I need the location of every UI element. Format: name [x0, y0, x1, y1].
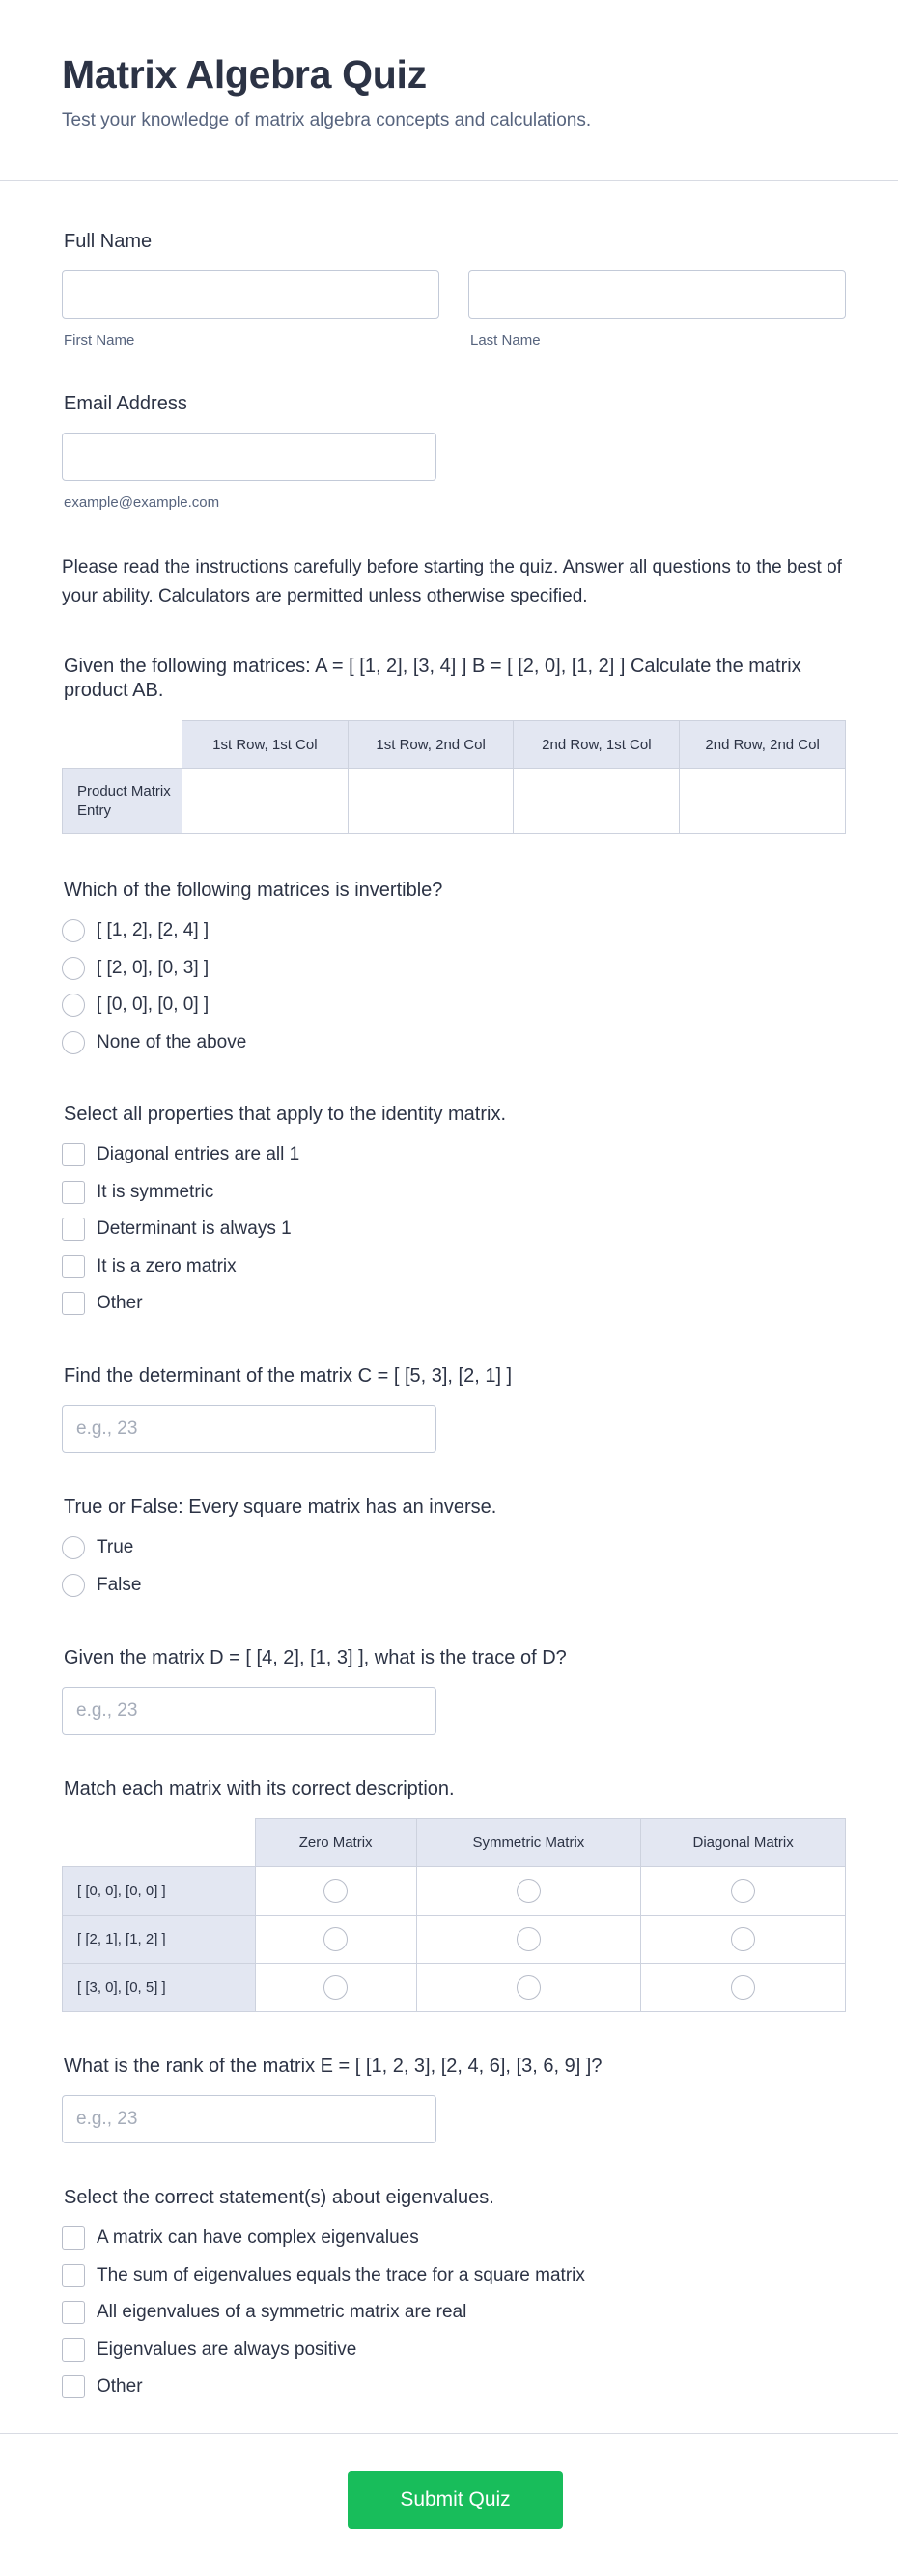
q7-cell[interactable] [255, 1867, 416, 1916]
q7-col-header: Diagonal Matrix [641, 1819, 846, 1867]
radio-button[interactable] [517, 1879, 541, 1903]
option-label: Determinant is always 1 [97, 1218, 292, 1240]
form-footer [0, 2433, 898, 2576]
option-label: [ [2, 0], [0, 3] ] [97, 957, 210, 978]
checkbox[interactable] [62, 2375, 85, 2398]
radio-button[interactable] [62, 1031, 85, 1054]
q9-option[interactable] [62, 2332, 585, 2369]
q2-option[interactable] [62, 1024, 246, 1062]
q9-option[interactable] [62, 2257, 585, 2295]
option-label: Diagonal entries are all 1 [97, 1144, 300, 1165]
q7-label: Match each matrix with its correct description. [64, 1778, 455, 1800]
radio-button[interactable] [323, 1879, 348, 1903]
q7-cell[interactable] [641, 1916, 846, 1964]
q3-option[interactable] [62, 1174, 299, 1212]
option-label: Eigenvalues are always positive [97, 2338, 357, 2360]
email-input[interactable] [62, 433, 436, 481]
q2-option[interactable] [62, 987, 246, 1024]
last-name-sublabel: Last Name [470, 332, 541, 349]
first-name-input[interactable] [62, 270, 439, 319]
q7-cell[interactable] [641, 1867, 846, 1916]
q7-row-label: [ [0, 0], [0, 0] ] [63, 1867, 256, 1916]
q3-option[interactable] [62, 1136, 299, 1174]
q4-answer-input[interactable]: e.g., 23 [62, 1405, 436, 1453]
checkbox[interactable] [62, 2226, 85, 2250]
checkbox[interactable] [62, 1255, 85, 1278]
q9-option[interactable] [62, 2294, 585, 2332]
q9-option[interactable] [62, 2368, 585, 2406]
radio-button[interactable] [62, 957, 85, 980]
q7-cell[interactable] [255, 1964, 416, 2012]
radio-button[interactable] [517, 1927, 541, 1951]
option-label: The sum of eigenvalues equals the trace for a square matrix [97, 2264, 585, 2285]
radio-button[interactable] [731, 1975, 755, 2000]
page-title: Matrix Algebra Quiz [62, 52, 427, 97]
radio-button[interactable] [731, 1879, 755, 1903]
q5-options [62, 1529, 141, 1604]
q7-cell[interactable] [255, 1916, 416, 1964]
q2-options [62, 912, 246, 1061]
q7-row-label: [ [3, 0], [0, 5] ] [63, 1964, 256, 2012]
last-name-input[interactable] [468, 270, 846, 319]
instructions-text: Please read the instructions carefully before starting the quiz. Answer all questions to the best of your ability. Calculators are permitted unless otherwise specified. [62, 557, 842, 606]
option-label: Other [97, 2376, 143, 2397]
q3-options [62, 1136, 299, 1323]
q7-cell[interactable] [416, 1964, 641, 2012]
radio-button[interactable] [323, 1975, 348, 2000]
option-label: [ [1, 2], [2, 4] ] [97, 920, 210, 941]
q5-option[interactable] [62, 1567, 141, 1605]
q7-col-header: Symmetric Matrix [416, 1819, 641, 1867]
q7-corner [63, 1819, 256, 1867]
q1-cell-input[interactable] [182, 769, 348, 834]
q9-option[interactable] [62, 2220, 585, 2257]
radio-button[interactable] [62, 919, 85, 942]
radio-button[interactable] [517, 1975, 541, 2000]
q1-col-header: 1st Row, 2nd Col [348, 721, 514, 769]
checkbox[interactable] [62, 1181, 85, 1204]
q1-col-header: 1st Row, 1st Col [182, 721, 348, 769]
submit-button[interactable]: Submit Quiz [348, 2471, 563, 2529]
q5-option[interactable] [62, 1529, 141, 1567]
q8-label: What is the rank of the matrix E = [ [1, 2, 3], [2, 4, 6], [3, 6, 9] ]? [64, 2056, 603, 2077]
option-label: None of the above [97, 1031, 247, 1052]
q8-answer-input[interactable]: e.g., 23 [62, 2095, 436, 2143]
form-header [0, 0, 898, 181]
q9-options [62, 2220, 585, 2406]
q3-label: Select all properties that apply to the identity matrix. [64, 1104, 507, 1125]
checkbox[interactable] [62, 1143, 85, 1166]
radio-button[interactable] [62, 1574, 85, 1597]
q1-cell-input[interactable] [348, 769, 514, 834]
q6-answer-input[interactable]: e.g., 23 [62, 1687, 436, 1735]
q1-row-label: Product Matrix Entry [63, 769, 182, 834]
checkbox[interactable] [62, 2264, 85, 2287]
q2-label: Which of the following matrices is invertible? [64, 880, 443, 901]
full-name-label-text: Full Name [64, 231, 153, 252]
q7-row-label: [ [2, 1], [1, 2] ] [63, 1916, 256, 1964]
checkbox[interactable] [62, 2338, 85, 2362]
q6-label: Given the matrix D = [ [4, 2], [1, 3] ], what is the trace of D? [64, 1647, 567, 1668]
q1-cell-input[interactable] [680, 769, 846, 834]
checkbox[interactable] [62, 2301, 85, 2324]
q1-corner [63, 721, 182, 769]
q7-cell[interactable] [416, 1867, 641, 1916]
q4-label: Find the determinant of the matrix C = [ [5, 3], [2, 1] ] [64, 1365, 513, 1386]
q3-option[interactable] [62, 1285, 299, 1323]
q1-col-header: 2nd Row, 2nd Col [680, 721, 846, 769]
option-label: True [97, 1537, 134, 1558]
radio-button[interactable] [323, 1927, 348, 1951]
q1-label: Given the following matrices: A = [ [1, 2], [3, 4] ] B = [ [2, 0], [1, 2] ] Calculate the matrix product AB. [64, 656, 801, 701]
q3-option[interactable] [62, 1211, 299, 1248]
option-label: It is symmetric [97, 1181, 214, 1202]
q2-option[interactable] [62, 912, 246, 950]
q9-label: Select the correct statement(s) about eigenvalues. [64, 2187, 494, 2208]
email-label: Email Address [64, 393, 187, 414]
q7-cell[interactable] [416, 1916, 641, 1964]
checkbox[interactable] [62, 1292, 85, 1315]
q7-cell[interactable] [641, 1964, 846, 2012]
option-label: A matrix can have complex eigenvalues [97, 2227, 419, 2249]
q2-option[interactable] [62, 950, 246, 988]
option-label: [ [0, 0], [0, 0] ] [97, 994, 210, 1016]
q7-col-header: Zero Matrix [255, 1819, 416, 1867]
option-label: False [97, 1574, 142, 1595]
radio-button[interactable] [62, 1536, 85, 1559]
q1-col-header: 2nd Row, 1st Col [514, 721, 680, 769]
radio-button[interactable] [731, 1927, 755, 1951]
q5-label: True or False: Every square matrix has an inverse. [64, 1497, 497, 1518]
q1-matrix-table [62, 720, 846, 834]
option-label: It is a zero matrix [97, 1255, 237, 1276]
page-subtitle: Test your knowledge of matrix algebra concepts and calculations. [62, 110, 592, 130]
email-sublabel: example@example.com [64, 494, 220, 511]
q1-cell-input[interactable] [514, 769, 680, 834]
option-label: Other [97, 1293, 143, 1314]
option-label: All eigenvalues of a symmetric matrix are real [97, 2302, 467, 2323]
q7-matching-table [62, 1818, 846, 2012]
radio-button[interactable] [62, 994, 85, 1017]
checkbox[interactable] [62, 1218, 85, 1241]
q3-option[interactable] [62, 1248, 299, 1286]
first-name-sublabel: First Name [64, 332, 135, 349]
